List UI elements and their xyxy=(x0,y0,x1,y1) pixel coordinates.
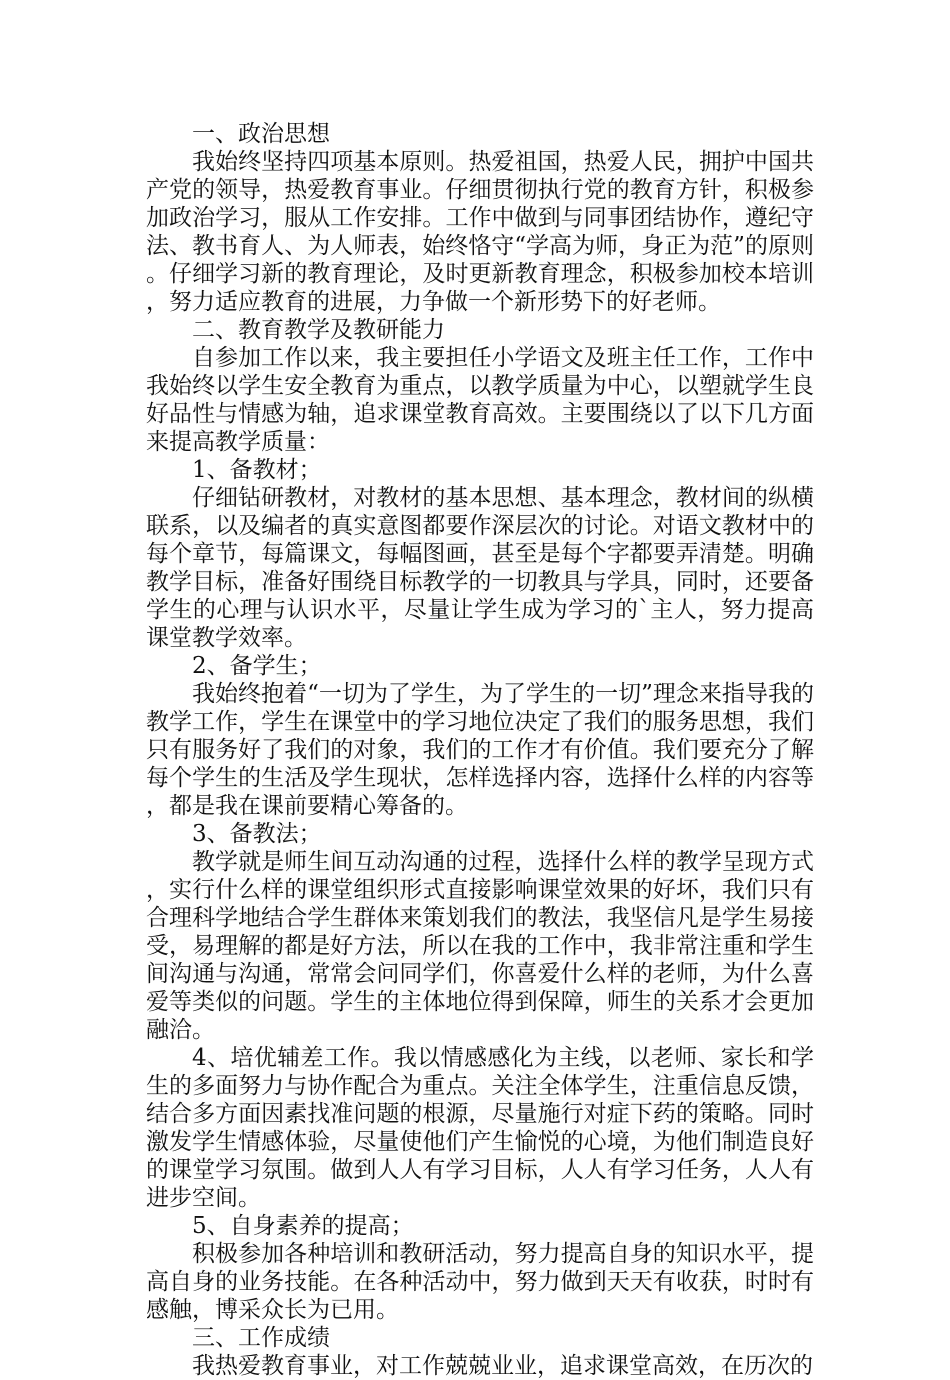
paragraph-textbook: 仔细钻研教材，对教材的基本思想、基本理念，教材间的纵横联系，以及编者的真实意图都要作深层次的讨论。对语文教材中的每个章节，每篇课文，每幅图画，甚至是每个字都要弄清楚。明确教学目标，准备好围绕目标教学的一切教具与学具，同时，还要备学生的心理与认识水平，尽量让学生成为学习的`主人，努力提高课堂教学效率。 xyxy=(146,485,814,651)
subheading-methods: 3、备教法； xyxy=(192,821,322,847)
paragraph-methods: 教学就是师生间互动沟通的过程，选择什么样的教学呈现方式，实行什么样的课堂组织形式直接影响课堂效果的好坏，我们只有合理科学地结合学生群体来策划我们的教法，我坚信凡是学生易接受，易理解的都是好方法，所以在我的工作中，我非常注重和学生间沟通与沟通，常常会问同学们，你喜爱什么样的老师，为什么喜爱等类似的问题。学生的主体地位得到保障，师生的关系才会更加融洽。 xyxy=(146,849,814,1043)
paragraph-politics: 我始终坚持四项基本原则。热爱祖国，热爱人民，拥护中国共产党的领导，热爱教育事业。仔细贯彻执行党的教育方针，积极参加政治学习，服从工作安排。工作中做到与同事团结协作，遵纪守法、教书育人、为人师表，始终恪守“学高为师，身正为范”的原则。仔细学习新的教育理论，及时更新教育理念，积极参加校本培训，努力适应教育的进展，力争做一个新形势下的好老师。 xyxy=(146,149,814,315)
section-heading-politics: 一、政治思想 xyxy=(192,121,330,147)
subheading-self-improvement: 5、自身素养的提高； xyxy=(192,1213,414,1239)
section-heading-teaching: 二、教育教学及教研能力 xyxy=(192,317,445,343)
paragraph-teaching-intro: 自参加工作以来，我主要担任小学语文及班主任工作，工作中我始终以学生安全教育为重点，以教学质量为中心，以塑就学生良好品性与情感为轴，追求课堂教育高效。主要围绕以了以下几方面来提高教学质量： xyxy=(146,345,814,455)
document-body xyxy=(146,120,814,1380)
paragraph-tutoring: 4、培优辅差工作。我以情感感化为主线，以老师、家长和学生的多面努力与协作配合为重点。关注全体学生，注重信息反馈，结合多方面因素找准问题的根源，尽量施行对症下药的策略。同时激发学生情感体验，尽量使他们产生愉悦的心境，为他们制造良好的课堂学习氛围。做到人人有学习目标，人人有学习任务，人人有进步空间。 xyxy=(146,1045,814,1211)
paragraph-achievements: 我热爱教育事业，对工作兢兢业业，追求课堂高效，在历次的 xyxy=(192,1353,813,1379)
subheading-textbook: 1、备教材； xyxy=(192,457,322,483)
section-heading-achievements: 三、工作成绩 xyxy=(192,1325,330,1351)
subheading-students: 2、备学生； xyxy=(192,653,322,679)
paragraph-students: 我始终抱着“一切为了学生，为了学生的一切”理念来指导我的教学工作，学生在课堂中的学习地位决定了我们的服务思想，我们只有服务好了我们的对象，我们的工作才有价值。我们要充分了解每个学生的生活及学生现状，怎样选择内容，选择什么样的内容等，都是我在课前要精心筹备的。 xyxy=(146,681,814,819)
paragraph-self-improvement: 积极参加各种培训和教研活动，努力提高自身的知识水平，提高自身的业务技能。在各种活动中，努力做到天天有收获，时时有感触，博采众长为已用。 xyxy=(146,1241,814,1323)
